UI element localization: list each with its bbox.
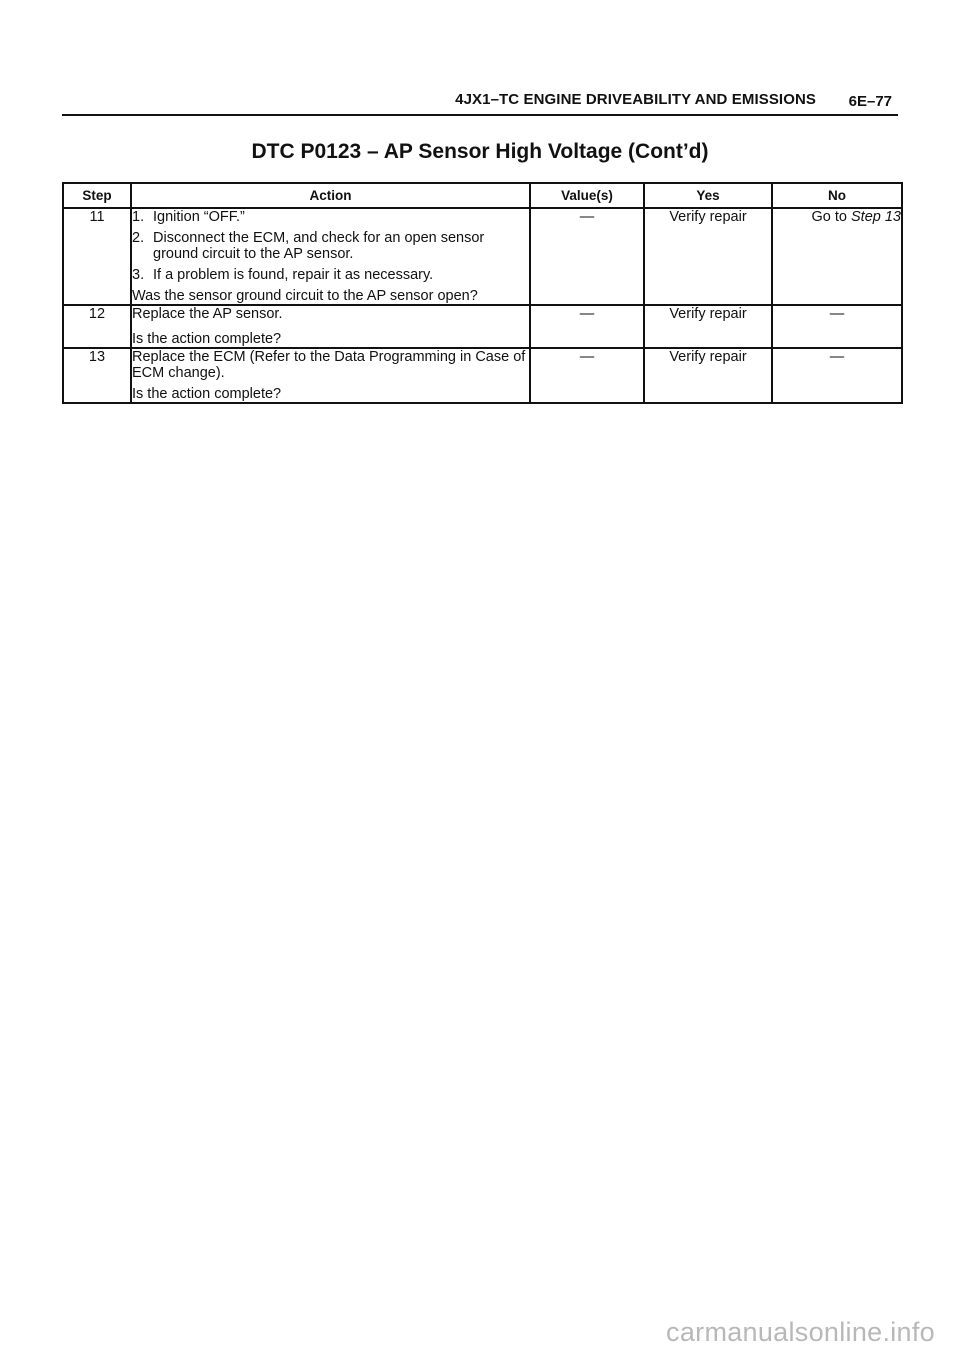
action-question: Was the sensor ground circuit to the AP sensor open? <box>132 288 478 304</box>
value-cell: — <box>530 348 644 403</box>
item-text: Disconnect the ECM, and check for an open sensor ground circuit to the AP sensor. <box>153 230 485 262</box>
item-number: 1. <box>132 209 145 225</box>
action-question: Is the action complete? <box>132 386 282 402</box>
item-text: Ignition “OFF.” <box>153 209 245 225</box>
action-item <box>132 230 529 262</box>
col-header-no: No <box>772 183 902 208</box>
page-header <box>62 88 898 116</box>
col-header-step: Step <box>63 183 131 208</box>
action-text: Replace the AP sensor. <box>132 306 283 322</box>
table-row <box>63 208 902 305</box>
col-header-action: Action <box>131 183 530 208</box>
action-cell <box>131 305 530 348</box>
yes-cell: Verify repair <box>644 305 772 348</box>
page-number: 6E–77 <box>848 93 892 110</box>
value-cell: — <box>530 305 644 348</box>
action-item <box>132 267 529 283</box>
yes-cell: Verify repair <box>644 208 772 305</box>
section-title: 4JX1–TC ENGINE DRIVEABILITY AND EMISSIONS <box>455 91 816 108</box>
no-prefix: Go to <box>811 209 851 225</box>
page-title: DTC P0123 – AP Sensor High Voltage (Cont’d) <box>251 140 709 163</box>
action-text: Replace the ECM (Refer to the Data Programming in Case of ECM change). <box>132 349 526 381</box>
no-cell: — <box>772 348 902 403</box>
action-cell <box>131 208 530 305</box>
step-reference: Step 13 <box>851 209 901 225</box>
no-cell: — <box>772 305 902 348</box>
value-cell: — <box>530 208 644 305</box>
action-question: Is the action complete? <box>132 331 282 347</box>
step-number: 12 <box>63 305 131 348</box>
table-header-row <box>63 183 902 208</box>
action-cell <box>131 348 530 403</box>
no-cell <box>772 208 902 305</box>
action-item <box>132 209 529 225</box>
item-text: If a problem is found, repair it as necessary. <box>153 267 434 283</box>
table-row <box>63 348 902 403</box>
item-number: 3. <box>132 267 145 283</box>
diagnostic-table <box>62 182 903 404</box>
watermark: carmanualsonline.info <box>666 1317 935 1347</box>
step-number: 11 <box>63 208 131 305</box>
col-header-yes: Yes <box>644 183 772 208</box>
table-row <box>63 305 902 348</box>
item-number: 2. <box>132 230 145 246</box>
yes-cell: Verify repair <box>644 348 772 403</box>
step-number: 13 <box>63 348 131 403</box>
col-header-values: Value(s) <box>530 183 644 208</box>
